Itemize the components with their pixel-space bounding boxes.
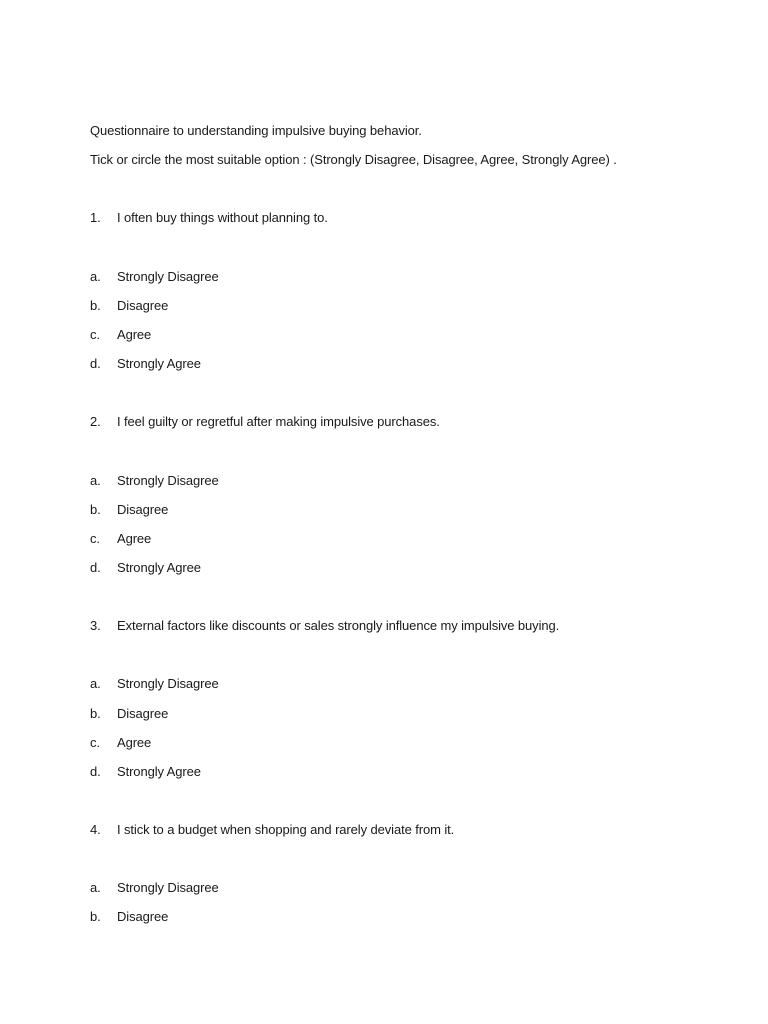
option-4b[interactable] xyxy=(90,909,168,925)
option-label: Disagree xyxy=(117,706,169,721)
option-label: Strongly Disagree xyxy=(117,269,219,284)
option-letter: b. xyxy=(90,706,101,721)
option-letter: d. xyxy=(90,764,101,779)
question-number: 3. xyxy=(90,618,101,633)
option-label: Disagree xyxy=(117,298,169,313)
question-3 xyxy=(90,618,559,634)
option-4a[interactable] xyxy=(90,880,219,896)
question-2 xyxy=(90,414,440,430)
question-4 xyxy=(90,822,454,838)
option-1d[interactable] xyxy=(90,356,201,372)
option-letter: c. xyxy=(90,531,100,546)
option-label: Strongly Disagree xyxy=(117,473,219,488)
option-label: Strongly Agree xyxy=(117,764,201,779)
option-letter: a. xyxy=(90,880,101,895)
option-letter: a. xyxy=(90,676,101,691)
question-number: 2. xyxy=(90,414,101,429)
option-2a[interactable] xyxy=(90,473,219,489)
option-3d[interactable] xyxy=(90,764,201,780)
option-label: Agree xyxy=(117,735,152,750)
option-letter: d. xyxy=(90,560,101,575)
option-letter: b. xyxy=(90,909,101,924)
question-number: 4. xyxy=(90,822,101,837)
option-label: Strongly Disagree xyxy=(117,676,219,691)
option-letter: b. xyxy=(90,502,101,517)
question-text: I feel guilty or regretful after making impulsive purchases. xyxy=(117,414,440,429)
option-label: Strongly Agree xyxy=(117,560,201,575)
option-1b[interactable] xyxy=(90,298,168,314)
option-label: Agree xyxy=(117,531,152,546)
option-1c[interactable] xyxy=(90,327,151,343)
option-3a[interactable] xyxy=(90,676,219,692)
option-label: Strongly Disagree xyxy=(117,880,219,895)
option-2c[interactable] xyxy=(90,531,151,547)
question-number: 1. xyxy=(90,210,101,225)
option-3c[interactable] xyxy=(90,735,151,751)
question-text: I stick to a budget when shopping and rarely deviate from it. xyxy=(117,822,455,837)
option-3b[interactable] xyxy=(90,706,168,722)
question-text: I often buy things without planning to. xyxy=(117,210,328,225)
option-letter: b. xyxy=(90,298,101,313)
question-1 xyxy=(90,210,328,226)
option-label: Disagree xyxy=(117,909,169,924)
option-label: Strongly Agree xyxy=(117,356,201,371)
question-text: External factors like discounts or sales strongly influence my impulsive buying. xyxy=(117,618,560,633)
option-label: Agree xyxy=(117,327,152,342)
option-letter: c. xyxy=(90,735,100,750)
document-title: Questionnaire to understanding impulsive buying behavior. xyxy=(90,123,422,138)
option-letter: a. xyxy=(90,473,101,488)
option-letter: c. xyxy=(90,327,100,342)
option-letter: d. xyxy=(90,356,101,371)
option-1a[interactable] xyxy=(90,269,219,285)
option-letter: a. xyxy=(90,269,101,284)
instruction-text: Tick or circle the most suitable option : (Strongly Disagree, Disagree, Agree, Strongly Agree) . xyxy=(90,152,617,167)
option-2b[interactable] xyxy=(90,502,168,518)
option-2d[interactable] xyxy=(90,560,201,576)
option-label: Disagree xyxy=(117,502,169,517)
